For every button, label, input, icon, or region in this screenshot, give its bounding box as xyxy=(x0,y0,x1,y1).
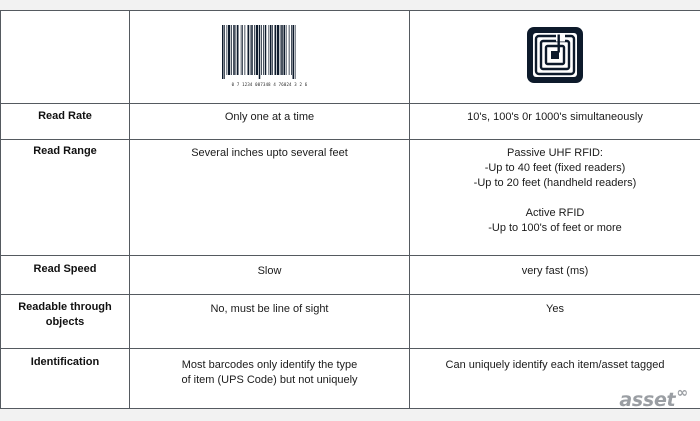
row-read-range xyxy=(1,140,700,256)
read-range-rfid-line: -Up to 40 feet (fixed readers) xyxy=(484,162,626,174)
read-range-rfid-line: -Up to 100's of feet or more xyxy=(488,222,622,234)
readable-through-label xyxy=(1,295,130,349)
read-rate-rfid: 10's, 100's 0r 1000's simultaneously xyxy=(410,104,700,140)
read-range-rfid-line: Passive UHF RFID: xyxy=(507,147,603,159)
read-range-rfid-line: -Up to 20 feet (handheld readers) xyxy=(473,177,637,189)
read-range-rfid-spacer xyxy=(410,191,700,206)
readable-through-rfid: Yes xyxy=(410,295,700,349)
read-rate-label: Read Rate xyxy=(1,104,130,140)
row-read-speed xyxy=(1,256,700,295)
comparison-table-container xyxy=(0,10,700,386)
header-barcode-cell xyxy=(130,11,410,104)
identification-barcode-line2: of item (UPS Code) but not uniquely xyxy=(181,374,358,386)
barcode-vs-rfid-table xyxy=(0,10,700,409)
infinity-icon: ∞ xyxy=(676,385,688,401)
read-range-barcode: Several inches upto several feet xyxy=(130,140,410,256)
read-speed-label: Read Speed xyxy=(1,256,130,295)
asset-logo xyxy=(619,385,688,413)
brand-name: asset xyxy=(619,389,676,411)
read-speed-barcode: Slow xyxy=(130,256,410,295)
identification-rfid: Can uniquely identify each item/asset tagged xyxy=(410,349,700,409)
read-speed-rfid: very fast (ms) xyxy=(410,256,700,295)
identification-barcode-line1: Most barcodes only identify the type xyxy=(181,359,358,371)
readable-through-barcode: No, must be line of sight xyxy=(130,295,410,349)
read-range-rfid-line: Active RFID xyxy=(525,207,585,219)
rfid-tag-icon xyxy=(526,26,584,84)
read-range-rfid xyxy=(410,140,700,256)
header-empty-cell xyxy=(1,11,130,104)
row-read-rate xyxy=(1,104,700,140)
identification-barcode xyxy=(130,349,410,409)
row-readable-through-objects xyxy=(1,295,700,349)
barcode-digits: 0 7 1234 007348 4 76024 3 2 6 xyxy=(231,81,308,87)
header-rfid-cell xyxy=(410,11,700,104)
table-header-row xyxy=(1,11,700,104)
barcode-icon xyxy=(218,25,322,87)
row-identification xyxy=(1,349,700,409)
readable-through-label-line2: objects xyxy=(45,316,85,328)
identification-label: Identification xyxy=(1,349,130,409)
readable-through-label-line1: Readable through xyxy=(18,301,112,313)
read-range-label: Read Range xyxy=(1,140,130,256)
read-rate-barcode: Only one at a time xyxy=(130,104,410,140)
